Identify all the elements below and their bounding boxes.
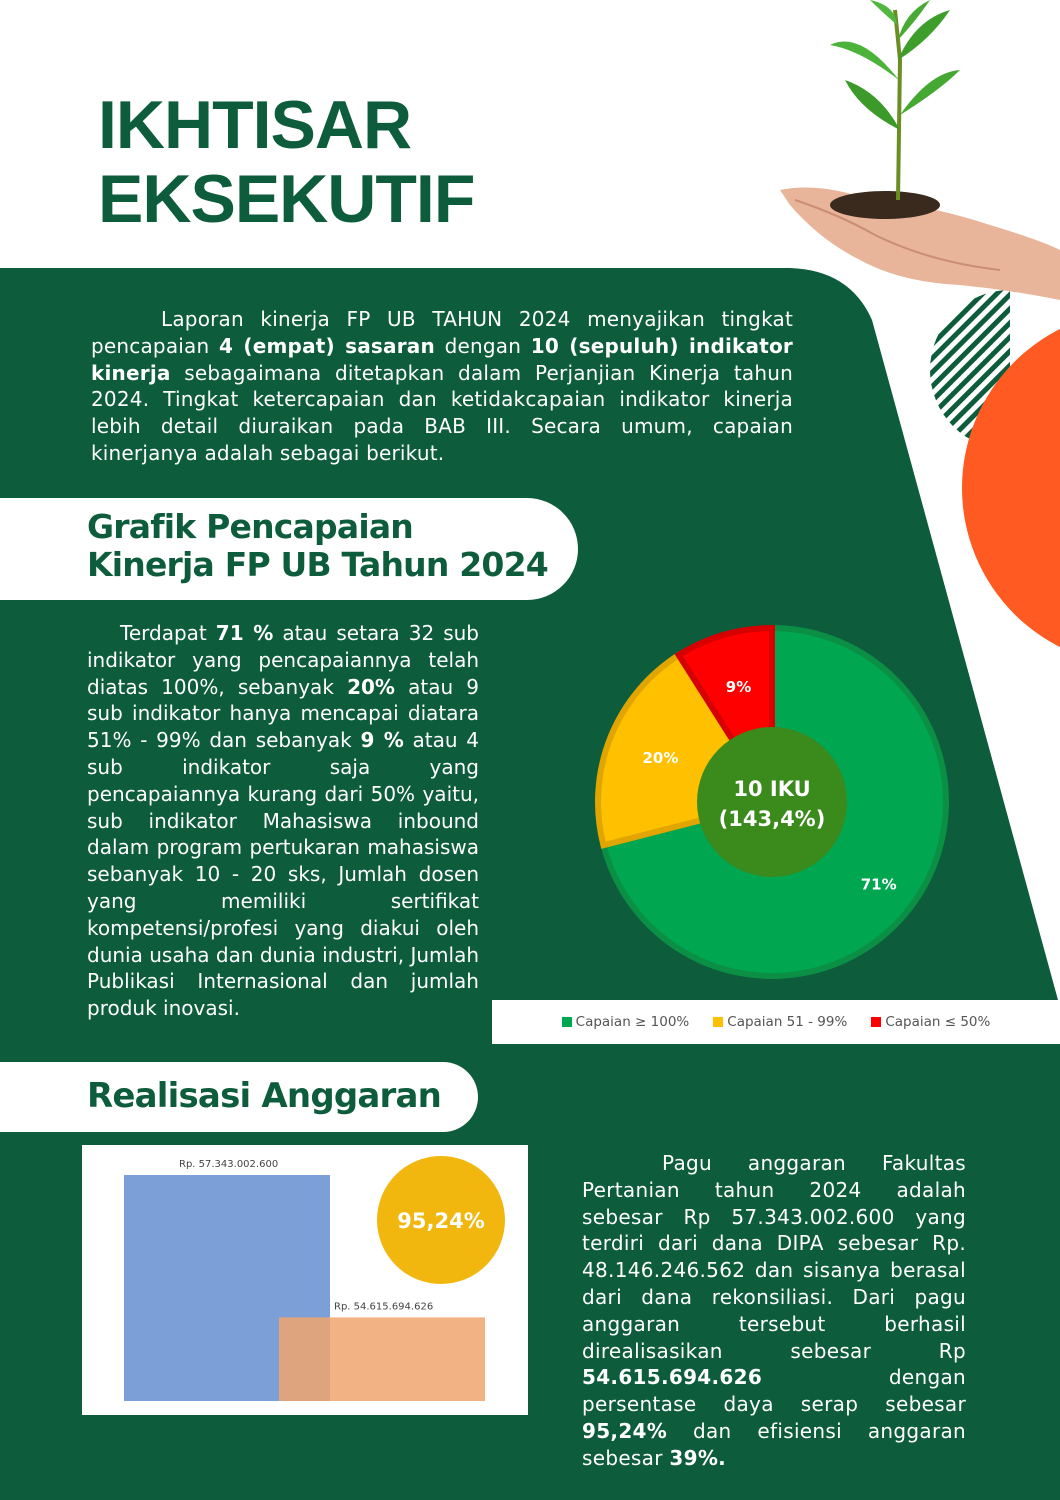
legend-item-capaian-100 [562, 1014, 690, 1030]
donut-center [697, 727, 847, 877]
donut-center-label: 10 IKU [733, 777, 811, 801]
budget-text-2: dengan persentase daya serap sebesar [582, 1365, 966, 1417]
plant-in-hand-image [780, 0, 1060, 300]
legend-label: Capaian ≥ 100% [575, 1014, 690, 1030]
budget-bar-chart-svg [82, 1145, 528, 1415]
budget-paragraph [582, 1150, 966, 1472]
section-heading-realisasi: Realisasi Anggaran [87, 1076, 442, 1116]
chart-legend [492, 1000, 1060, 1044]
legend-swatch-yellow [713, 1017, 723, 1027]
budget-bold-efisiensi: 39%. [669, 1445, 727, 1470]
budget-text-3: dan efisiensi anggaran sebesar [582, 1418, 966, 1470]
kinerja-text-4: atau 4 sub indikator saja yang pencapaiannya kurang dari 50% yaitu, sub indikator Mahasiswa inbound dalam program pertukaran mahasiswa sebanyak 10 - 20 sks, Jumlah dosen yang memiliki sertifikat kompetensi/profesi yang diakui oleh dunia usaha dan dunia industri, Jumlah Publikasi Internasional dan jumlah produk inovasi. [87, 728, 480, 1021]
intro-text-1: Laporan kinerja FP UB TAHUN 2024 menyajikan tingkat pencapaian [91, 307, 793, 358]
percent-badge-label: 95,24% [397, 1209, 485, 1233]
legend-swatch-green [562, 1017, 572, 1027]
legend-swatch-red [871, 1017, 881, 1027]
budget-bar-label: Rp. 54.615.694.626 [334, 1301, 434, 1313]
intro-text-2: dengan [434, 333, 531, 358]
kinerja-bold-20: 20% [347, 674, 395, 699]
kinerja-bold-71: 71 % [215, 621, 274, 645]
donut-center-value: (143,4%) [718, 807, 826, 831]
donut-chart [592, 622, 952, 984]
kinerja-text-1: Terdapat [120, 621, 216, 645]
intro-text-3: sebagaimana ditetapkan dalam Perjanjian Kinerja tahun 2024. Tingkat ketercapaian dan ketidakcapaian indikator kinerja lebih detail diuraikan pada BAB III. Secara umum, capaian kinerjanya adalah sebagai berikut. [91, 360, 793, 465]
intro-paragraph [91, 306, 793, 467]
kinerja-bold-9: 9 % [360, 728, 404, 753]
budget-bar-label: Rp. 57.343.002.600 [179, 1159, 279, 1170]
legend-item-capaian-50 [871, 1014, 990, 1030]
donut-chart-svg [592, 622, 952, 984]
legend-item-capaian-51-99 [713, 1014, 847, 1030]
section-heading-grafik [87, 508, 548, 584]
title-line-1: IKHTISAR [98, 87, 412, 163]
legend-label: Capaian 51 - 99% [727, 1014, 848, 1030]
page-title [98, 88, 474, 236]
budget-text-1: Pagu anggaran Fakultas Pertanian tahun 2024 adalah sebesar Rp 57.343.002.600 yang terdiri dari dana DIPA sebesar Rp. 48.146.246.562 dan sisanya berasal dari dana rekonsiliasi. Dari pagu anggaran tersebut berhasil direalisasikan sebesar Rp [582, 1151, 966, 1363]
budget-bar-realisasi [279, 1317, 485, 1401]
heading-line-2: Kinerja FP UB Tahun 2024 [87, 545, 548, 584]
intro-bold-sasaran: 4 (empat) sasaran [219, 333, 435, 358]
donut-data-label-0: 71% [860, 875, 897, 894]
kinerja-text-2: atau setara 32 sub indikator yang pencapaiannya telah diatas 100%, sebanyak [87, 621, 479, 699]
intro-bold-indikator: 10 (sepuluh) indikator kinerja [91, 333, 793, 385]
legend-label: Capaian ≤ 50% [885, 1014, 991, 1030]
budget-bar-chart [82, 1145, 528, 1415]
donut-data-label-1: 20% [642, 748, 679, 767]
donut-data-label-2: 9% [725, 677, 752, 696]
budget-bold-realisasi: 54.615.694.626 [582, 1365, 763, 1390]
title-line-2: EKSEKUTIF [98, 161, 475, 237]
kinerja-text-3: atau 9 sub indikator hanya mencapai diatara 51% - 99% dan sebanyak [87, 674, 479, 753]
budget-bold-persen: 95,24% [582, 1418, 668, 1443]
kinerja-paragraph [87, 620, 479, 1022]
heading-line-1: Grafik Pencapaian [87, 507, 413, 546]
